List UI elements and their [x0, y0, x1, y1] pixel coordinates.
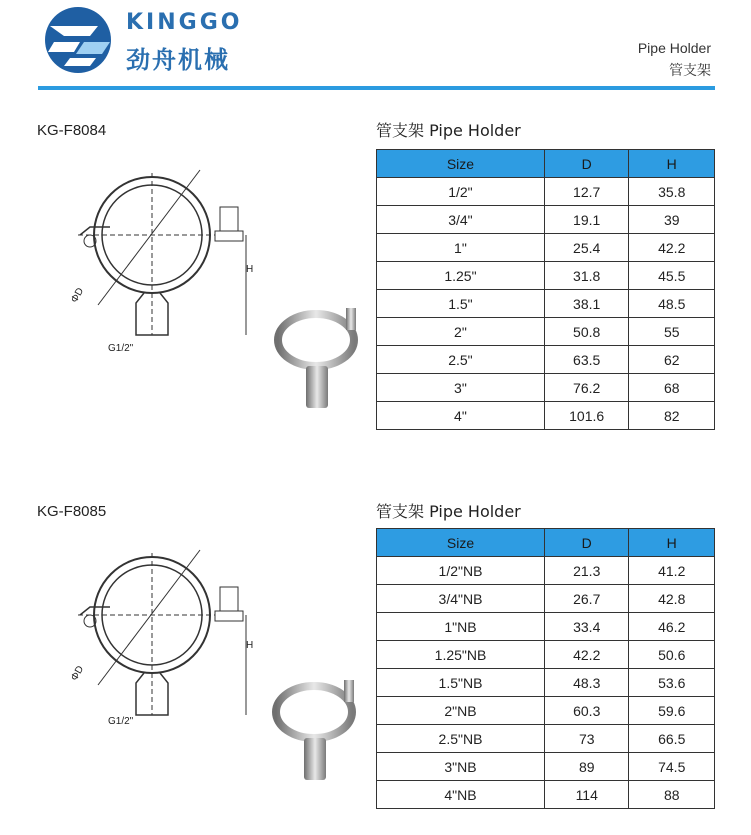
table-row	[377, 641, 715, 669]
table-row	[377, 346, 715, 374]
table-cell: 1.25"NB	[377, 641, 545, 669]
table-cell: 1.5"NB	[377, 669, 545, 697]
table-cell: 38.1	[544, 290, 629, 318]
model-number: KG-F8085	[37, 503, 107, 520]
height-label: H	[246, 640, 254, 651]
table-cell: 82	[629, 402, 715, 430]
column-header: Size	[377, 529, 545, 557]
brand-name: KINGGO	[126, 10, 243, 35]
table-cell: 2"NB	[377, 697, 545, 725]
table-cell: 2.5"	[377, 346, 545, 374]
spec-table	[376, 528, 715, 809]
table-cell: 53.6	[629, 669, 715, 697]
table-cell: 42.2	[544, 641, 629, 669]
table-cell: 114	[544, 781, 629, 809]
spec-table	[376, 149, 715, 430]
table-row	[377, 374, 715, 402]
column-header: H	[629, 529, 715, 557]
table-cell: 62	[629, 346, 715, 374]
table-header-row	[377, 150, 715, 178]
table-cell: 48.3	[544, 669, 629, 697]
table-row	[377, 318, 715, 346]
table-cell: 1"	[377, 234, 545, 262]
page-title-en: Pipe Holder	[637, 40, 711, 56]
thread-label: G1/2"	[108, 716, 134, 727]
table-row	[377, 613, 715, 641]
table-cell: 68	[629, 374, 715, 402]
table-cell: 41.2	[629, 557, 715, 585]
table-cell: 4"	[377, 402, 545, 430]
table-cell: 63.5	[544, 346, 629, 374]
table-row	[377, 234, 715, 262]
table-cell: 55	[629, 318, 715, 346]
table-cell: 60.3	[544, 697, 629, 725]
table-cell: 74.5	[629, 753, 715, 781]
table-cell: 46.2	[629, 613, 715, 641]
column-header: H	[629, 150, 715, 178]
pipe-holder-photo	[266, 670, 376, 790]
table-cell: 50.6	[629, 641, 715, 669]
table-cell: 12.7	[544, 178, 629, 206]
brand-name-cn: 劲舟机械	[126, 46, 230, 74]
table-cell: 4"NB	[377, 781, 545, 809]
table-row	[377, 753, 715, 781]
table-cell: 1.5"	[377, 290, 545, 318]
table-cell: 2"	[377, 318, 545, 346]
page-title-cn: 管支架	[669, 63, 711, 79]
pipe-holder-drawing	[70, 155, 270, 355]
table-cell: 42.2	[629, 234, 715, 262]
model-number: KG-F8084	[37, 122, 107, 139]
table-title: 管支架 Pipe Holder	[376, 502, 521, 521]
table-row	[377, 178, 715, 206]
column-header: D	[544, 529, 629, 557]
height-label: H	[246, 264, 254, 275]
table-cell: 88	[629, 781, 715, 809]
table-row	[377, 206, 715, 234]
table-row	[377, 697, 715, 725]
header-divider	[38, 86, 715, 90]
table-cell: 45.5	[629, 262, 715, 290]
table-cell: 26.7	[544, 585, 629, 613]
column-header: Size	[377, 150, 545, 178]
diameter-label: ΦD	[69, 664, 87, 683]
table-cell: 3"	[377, 374, 545, 402]
table-cell: 3/4"	[377, 206, 545, 234]
table-cell: 31.8	[544, 262, 629, 290]
pipe-holder-photo	[268, 298, 378, 418]
table-cell: 48.5	[629, 290, 715, 318]
kinggo-logo-icon	[40, 4, 116, 76]
table-cell: 1/2"	[377, 178, 545, 206]
table-cell: 1.25"	[377, 262, 545, 290]
table-row	[377, 262, 715, 290]
table-cell: 59.6	[629, 697, 715, 725]
table-cell: 50.8	[544, 318, 629, 346]
table-cell: 89	[544, 753, 629, 781]
table-row	[377, 585, 715, 613]
table-cell: 101.6	[544, 402, 629, 430]
table-cell: 76.2	[544, 374, 629, 402]
table-row	[377, 669, 715, 697]
table-cell: 2.5"NB	[377, 725, 545, 753]
table-cell: 33.4	[544, 613, 629, 641]
table-header-row	[377, 529, 715, 557]
table-cell: 19.1	[544, 206, 629, 234]
pipe-holder-drawing	[70, 535, 270, 735]
table-row	[377, 290, 715, 318]
table-cell: 3/4"NB	[377, 585, 545, 613]
column-header: D	[544, 150, 629, 178]
diameter-label: ΦD	[69, 286, 87, 305]
table-row	[377, 557, 715, 585]
thread-label: G1/2"	[108, 343, 134, 354]
table-row	[377, 725, 715, 753]
table-cell: 39	[629, 206, 715, 234]
table-title: 管支架 Pipe Holder	[376, 121, 521, 140]
table-cell: 73	[544, 725, 629, 753]
table-cell: 35.8	[629, 178, 715, 206]
table-cell: 25.4	[544, 234, 629, 262]
table-cell: 1"NB	[377, 613, 545, 641]
table-cell: 66.5	[629, 725, 715, 753]
table-cell: 1/2"NB	[377, 557, 545, 585]
table-row	[377, 402, 715, 430]
table-cell: 42.8	[629, 585, 715, 613]
table-cell: 3"NB	[377, 753, 545, 781]
table-cell: 21.3	[544, 557, 629, 585]
table-row	[377, 781, 715, 809]
